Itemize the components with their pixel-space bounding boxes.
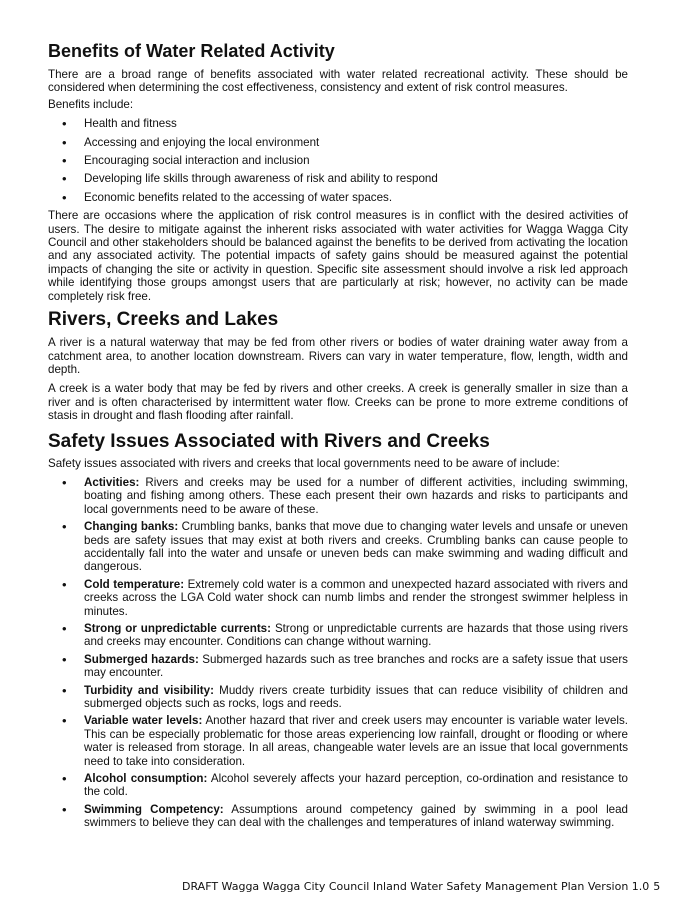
benefits-closing: There are occasions where the application of risk control measures is in conflict with the desired activities of users. The desire to mitigate against the inherent risks associated with water activities for Wagga Wagga City Council and other stakeholders should be balanced against the benefits to be derived from activating the location and any associated activity. The potential impacts of safety gains should be measured against the potential impacts of changing the site or activity in question. Specific site assessment should involve a risk led approach while identifying those groups amongst users that are particularly at risk; however, no activity can be made completely risk free.: [48, 209, 628, 303]
section-title-safety: Safety Issues Associated with Rivers and Creeks: [48, 430, 490, 452]
list-item: • Economic benefits related to the accessing of water spaces.: [48, 191, 628, 204]
creek-paragraph: A creek is a water body that may be fed by rivers and other creeks. A creek is generally smaller in size than a river and is often characterised by intermittent water flow. Creeks can be prone to more extreme conditions of stasis in drought and flash flooding after rainfall.: [48, 382, 628, 423]
safety-intro: Safety issues associated with rivers and creeks that local governments need to be aware of include:: [48, 456, 560, 470]
safety-issues-list: [48, 476, 628, 830]
list-item: [48, 578, 628, 618]
document-page: [48, 40, 628, 834]
list-item: [48, 803, 628, 830]
list-item: [48, 714, 628, 768]
issue-text: Alcohol severely affects your hazard perception, co-ordination and resistance to the cold.: [84, 772, 628, 799]
river-paragraph: A river is a natural waterway that may be fed from other rivers or bodies of water draining water away from a catchment area, to another location downstream. Rivers can vary in water temperature, flow, length, width and depth.: [48, 336, 628, 376]
list-item: [48, 520, 628, 574]
list-item: [48, 653, 628, 680]
list-item: • Encouraging social interaction and inclusion: [48, 154, 628, 167]
issue-term: Changing banks:: [84, 520, 179, 534]
issue-text: Muddy rivers create turbidity issues that can reduce visibility of children and submerged objects such as rocks, logs and reeds.: [84, 683, 628, 711]
issue-text: Another hazard that river and creek users may encounter is variable water levels. This can be especially problematic for those areas experiencing low rainfall, drought or flooding or where water is released from storage. In all areas, changeable water levels are an issue that local governments need to take into consideration.: [84, 714, 628, 768]
list-item: [48, 476, 628, 516]
issue-text: Strong or unpredictable currents are hazards that those using rivers and creeks may encounter. Conditions can change without warning.: [84, 622, 628, 649]
issue-term: Submerged hazards:: [84, 652, 199, 666]
page-number: 5: [653, 880, 661, 893]
issue-term: Variable water levels:: [84, 714, 203, 728]
benefits-intro: There are a broad range of benefits associated with water related recreational activity. These should be considered when determining the cost effectiveness, consistency and extent of risk control measures.: [48, 68, 628, 95]
issue-text: Rivers and creeks may be used for a number of different activities, including swimming, boating and fishing among others. These each present their own hazards and risks to participants and local governments need to be aware of these.: [84, 475, 628, 516]
list-item: • Accessing and enjoying the local environment: [48, 136, 628, 149]
issue-text: Crumbling banks, banks that move due to changing water levels and unsafe or uneven beds are safety issues that may exist at both rivers and creeks. Crumbling banks can cause people to accidentally fall into the water and unsafe or uneven beds can make swimming and wading difficult and dangerous.: [84, 520, 628, 574]
section-title-benefits: Benefits of Water Related Activity: [48, 41, 335, 61]
list-item: [48, 684, 628, 711]
issue-term: Swimming Competency:: [84, 802, 224, 816]
benefits-list: [48, 117, 628, 204]
section-title-rivers: Rivers, Creeks and Lakes: [48, 309, 279, 331]
issue-term: Alcohol consumption:: [84, 772, 208, 786]
list-item: [48, 772, 628, 799]
list-item: • Health and fitness: [48, 117, 628, 130]
issue-text: Extremely cold water is a common and unexpected hazard associated with rivers and creeks across the LGA Cold water shock can numb limbs and render the strongest swimmer helpless in minutes.: [84, 577, 628, 618]
list-item: [48, 622, 628, 649]
footer-title: DRAFT Wagga Wagga City Council Inland Water Safety Management Plan Version 1.0: [182, 880, 650, 893]
issue-text: Assumptions around competency gained by swimming in a pool lead swimmers to believe they can deal with the challenges and temperatures of inland waterway swimming.: [84, 802, 629, 830]
issue-term: Strong or unpredictable currents:: [84, 622, 271, 635]
issue-term: Turbidity and visibility:: [84, 683, 214, 697]
issue-term: Cold temperature:: [84, 577, 185, 591]
issue-text: Submerged hazards such as tree branches and rocks are a safety issue that users may encounter.: [84, 652, 628, 680]
page-footer: [182, 880, 661, 893]
issue-term: Activities:: [84, 475, 140, 489]
benefits-label: Benefits include:: [48, 97, 134, 111]
list-item: • Developing life skills through awareness of risk and ability to respond: [48, 172, 628, 185]
